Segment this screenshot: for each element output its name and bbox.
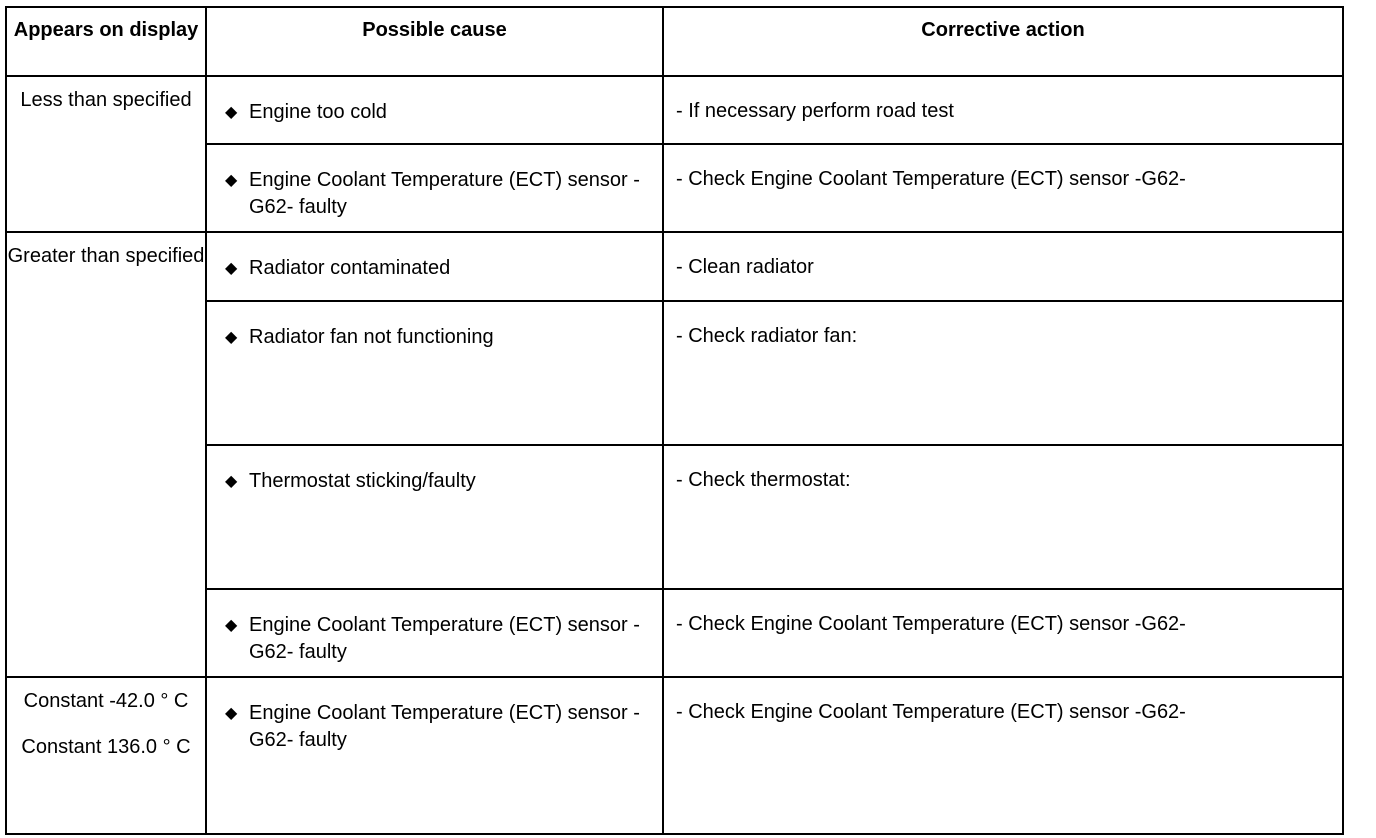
table-row <box>6 301 1343 445</box>
display-value: Constant -42.0 ° C <box>23 690 189 712</box>
cause-cell <box>206 445 663 589</box>
cause-text: Thermostat sticking/faulty <box>249 470 476 492</box>
cause-text: Radiator contaminated <box>249 257 451 279</box>
diamond-bullet-icon: ◆ <box>225 104 238 121</box>
table-row <box>6 232 1343 301</box>
display-cell <box>6 677 206 834</box>
diamond-bullet-icon: ◆ <box>225 172 238 189</box>
cause-text: Engine Coolant Temperature (ECT) sensor -G62- faulty <box>249 169 640 218</box>
header-cause: Possible cause <box>206 7 663 76</box>
action-cell: - Check radiator fan: <box>663 301 1343 445</box>
header-action: Corrective action <box>663 7 1343 76</box>
action-cell: - Check Engine Coolant Temperature (ECT) sensor -G62- <box>663 144 1343 232</box>
table-row <box>6 677 1343 834</box>
cause-cell <box>206 232 663 301</box>
action-cell: - Clean radiator <box>663 232 1343 301</box>
diamond-bullet-icon: ◆ <box>225 329 238 346</box>
diamond-bullet-icon: ◆ <box>225 705 238 722</box>
table-row <box>6 144 1343 232</box>
display-value: Constant 136.0 ° C <box>21 736 191 758</box>
table-row <box>6 76 1343 144</box>
cause-cell <box>206 76 663 144</box>
display-value: Greater than specified <box>7 245 205 267</box>
table-row <box>6 445 1343 589</box>
table-row <box>6 589 1343 677</box>
cause-cell <box>206 144 663 232</box>
cause-text: Engine Coolant Temperature (ECT) sensor -G62- faulty <box>249 614 640 663</box>
action-cell: - If necessary perform road test <box>663 76 1343 144</box>
display-cell <box>6 232 206 677</box>
display-value: Less than specified <box>20 89 192 111</box>
header-display: Appears on display <box>6 7 206 76</box>
diamond-bullet-icon: ◆ <box>225 473 238 490</box>
cause-text: Engine too cold <box>249 101 387 123</box>
header-row <box>6 7 1343 76</box>
action-cell: - Check Engine Coolant Temperature (ECT) sensor -G62- <box>663 589 1343 677</box>
cause-cell <box>206 301 663 445</box>
action-cell: - Check thermostat: <box>663 445 1343 589</box>
diamond-bullet-icon: ◆ <box>225 260 238 277</box>
cause-cell <box>206 677 663 834</box>
display-cell <box>6 76 206 232</box>
diamond-bullet-icon: ◆ <box>225 617 238 634</box>
diagnosis-table <box>5 6 1344 835</box>
cause-text: Radiator fan not functioning <box>249 326 494 348</box>
cause-cell <box>206 589 663 677</box>
cause-text: Engine Coolant Temperature (ECT) sensor -G62- faulty <box>249 702 640 751</box>
action-cell: - Check Engine Coolant Temperature (ECT) sensor -G62- <box>663 677 1343 834</box>
